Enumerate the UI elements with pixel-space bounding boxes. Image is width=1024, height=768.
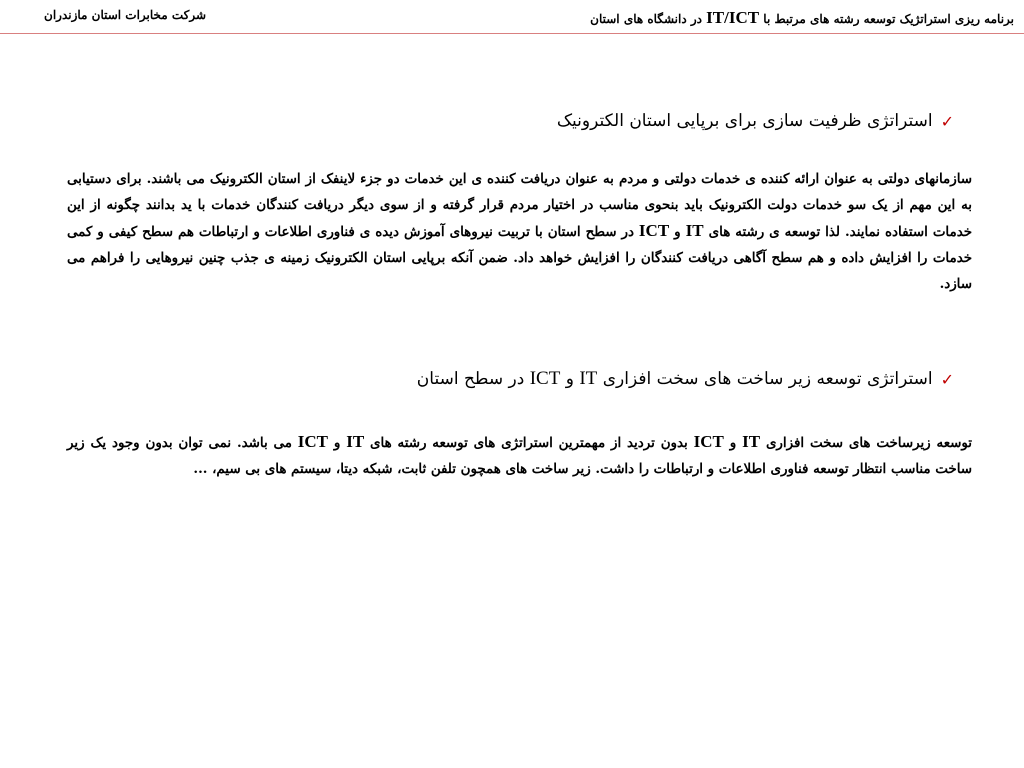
section1-conj: و [674, 224, 681, 240]
section2-term-ict-2: ICT [297, 432, 328, 451]
section2-heading-conj: و [565, 369, 574, 389]
section1-text-a: سازمانهای دولتی به عنوان ارائه کننده ی خدمات دولتی و مردم به عنوان دریافت کننده ی این خدمات دو جزء لاینفک از استان الکترونیک می باشند. برای دستیابی به این مهم از یک سو خدمات دولت الکترونیک باید بنحوی مناسب در اختیار مردم قرار گرفته و از سوی دیگر دریافت کنندگان خدمات با ید بدانند چگونه از این خدمات استفاده نمایند. لذا توسعه ی رشته های [67, 171, 973, 240]
section2-paragraph [67, 429, 972, 482]
slide-title [590, 8, 1014, 28]
section2-text-c: می باشد. نمی توان بدون وجود یک زیر ساخت مناسب انتظار توسعه فناوری اطلاعات و ارتباطات را داشت. زیر ساخت های همچون تلفن ثابت، شبکه دیتا، سیستم های بی سیم، ... [67, 435, 972, 477]
section1-term-ict: ICT [638, 221, 670, 240]
section1-heading-text: استراتژی ظرفیت سازی برای برپایی استان الکترونیک [556, 111, 933, 131]
slide-title-pre: برنامه ریزی استراتژیک توسعه رشته های مرتبط با [763, 12, 1014, 26]
section1-term-it: IT [685, 221, 704, 240]
section1-paragraph [67, 166, 972, 297]
section2-term-it-2: IT [346, 432, 365, 451]
section2-term-ict-1: ICT [693, 432, 724, 451]
checkmark-icon: ✓ [940, 369, 954, 389]
section2-conj-1: و [729, 435, 737, 451]
slide-header [0, 0, 1024, 34]
section2-term-it-1: IT [742, 432, 761, 451]
slide-title-term: IT/ICT [706, 8, 760, 27]
section1-heading [557, 111, 954, 131]
section2-text-b: بدون تردید از مهمترین استراتژی های توسعه رشته های [370, 435, 688, 451]
section2-heading-term-it: IT [579, 368, 598, 389]
section2-text-a: توسعه زیرساخت های سخت افزاری [765, 435, 973, 451]
header-divider [0, 33, 1024, 34]
section1-text-b: در سطح استان با تربیت نیروهای آموزش دیده ی فناوری اطلاعات و ارتباطات هم سطح کیفی و کمی خدمات را افزایش داده و هم سطح آگاهی دریافت کنندگان را افزایش خواهد داد. ضمن آنکه برپایی استان الکترونیک زمینه ی جذب چنین نیروهایی را فراهم می سازد. [67, 224, 972, 292]
slide-title-post: در دانشگاه های استان [590, 12, 702, 26]
organization-name: شرکت مخابرات استان مازندران [44, 8, 207, 22]
section2-heading-term-ict: ICT [529, 368, 561, 389]
section2-heading [417, 368, 954, 390]
checkmark-icon: ✓ [940, 111, 954, 131]
section2-heading-text-a: استراتژی توسعه زیر ساخت های سخت افزاری [602, 369, 933, 389]
section2-conj-2: و [333, 435, 341, 451]
section2-heading-text-b: در سطح استان [416, 369, 525, 389]
